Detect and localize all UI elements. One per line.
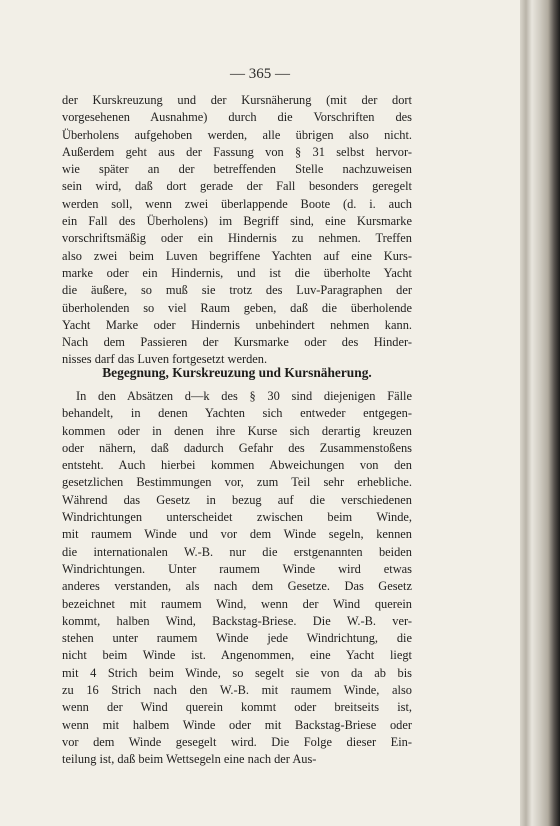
- text-line: die internationalen W.-B. nur die erstgenannten beiden: [62, 544, 412, 559]
- text-line: mit 4 Strich beim Winde, so segelt sie von da ab bis: [62, 665, 412, 680]
- text-line: gesetzlichen Bestimmungen vor, zum Teil sehr erhebliche.: [62, 475, 412, 490]
- text-line: Überholens aufgehoben werden, alle übrigen also nicht.: [62, 127, 412, 142]
- text-line: stehen unter raumem Winde jede Windrichtung, die: [62, 631, 412, 646]
- text-line: zu 16 Strich nach den W.-B. mit raumem Winde, also: [62, 683, 412, 698]
- text-line: nicht beim Winde ist. Angenommen, eine Yacht liegt: [62, 648, 412, 663]
- text-line: wie später an der betreffenden Stelle nachzuweisen: [62, 162, 412, 177]
- text-line: Während das Gesetz in bezug auf die verschiedenen: [62, 492, 412, 507]
- text-line: überholenden so viel Raum geben, daß die überholende: [62, 300, 412, 315]
- text-line: Windrichtungen. Unter raumem Winde wird etwas: [62, 561, 412, 576]
- text-line: nisses darf das Luven fortgesetzt werden.: [62, 352, 268, 367]
- text-line: oder nähern, daß dadurch Gefahr des Zusammenstoßens: [62, 440, 412, 455]
- text-line: kommen oder in denen ihre Kurse sich derartig kreuzen: [62, 423, 412, 438]
- page-number: — 365 —: [230, 66, 290, 82]
- text-line: vorschriftsmäßig oder ein Hindernis zu nehmen. Treffen: [62, 231, 412, 246]
- paragraph-1: [62, 92, 412, 369]
- text-line: Yacht Marke oder Hindernis unbehindert nehmen kann.: [62, 317, 412, 332]
- text-line: vor dem Winde gesegelt wird. Die Folge dieser Ein-: [62, 734, 412, 749]
- text-line: werden soll, wenn zwei überlappende Boote (d. i. auch: [62, 196, 412, 211]
- text-line: mit raumem Winde und vor dem Winde segeln, kennen: [62, 527, 412, 542]
- book-spine: [520, 0, 560, 826]
- section-heading: Begegnung, Kurskreuzung und Kursnäherung.: [102, 365, 372, 380]
- text-line: ein Fall des Überholens) im Begriff sind, eine Kursmarke: [62, 214, 412, 229]
- text-line: behandelt, in denen Yachten sich entweder entgegen-: [62, 406, 412, 421]
- text-line: Außerdem geht aus der Fassung von § 31 selbst hervor-: [62, 144, 412, 159]
- paragraph-2: [62, 388, 412, 769]
- text-line: wenn der Wind querein kommt oder breitseits ist,: [62, 700, 412, 715]
- text-line: bezeichnet mit raumem Wind, wenn der Wind querein: [62, 596, 412, 611]
- text-line: teilung ist, daß beim Wettsegeln eine nach der Aus-: [62, 752, 317, 767]
- text-line: marke oder ein Hindernis, und ist die überholte Yacht: [62, 265, 412, 280]
- text-line: die äußere, so muß sie trotz des Luv-Paragraphen der: [62, 283, 412, 298]
- text-line: sein wird, daß dort gerade der Fall besonders geregelt: [62, 179, 412, 194]
- text-line: kommt, halben Wind, Backstag-Briese. Die W.-B. ver-: [62, 613, 412, 628]
- text-line: wenn mit halbem Winde oder mit Backstag-Briese oder: [62, 717, 412, 732]
- text-line: also zwei beim Luven begriffene Yachten auf eine Kurs-: [62, 248, 412, 263]
- text-line: der Kurskreuzung und der Kursnäherung (mit der dort: [62, 93, 412, 107]
- text-line: In den Absätzen d—k des § 30 sind diejenigen Fälle: [76, 389, 412, 403]
- text-line: Windrichtungen unterscheidet zwischen beim Winde,: [62, 510, 412, 525]
- text-line: vorgesehenen Ausnahme) durch die Vorschriften des: [62, 110, 412, 125]
- text-line: Nach dem Passieren der Kursmarke oder des Hinder-: [62, 335, 412, 350]
- text-line: anderes verstanden, als nach dem Gesetze. Das Gesetz: [62, 579, 412, 594]
- text-line: entsteht. Auch hierbei kommen Abweichungen von den: [62, 458, 412, 473]
